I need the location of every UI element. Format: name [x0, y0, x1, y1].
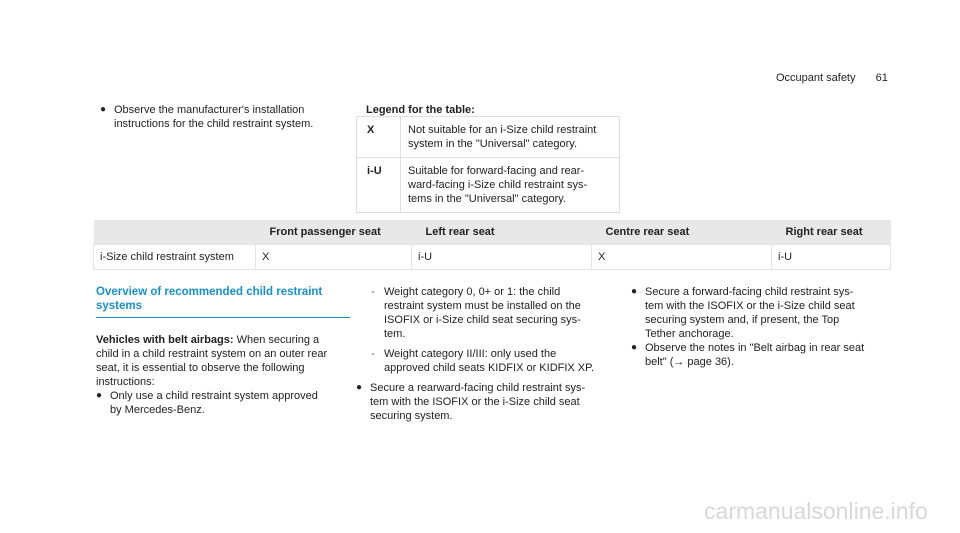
- table-row: [94, 245, 891, 270]
- table-cell: X: [592, 245, 772, 270]
- running-header: [776, 71, 888, 85]
- legend-description: Suitable for forward-facing and rear- ward-facing i-Size child restraint sys- tems in the "Universal" category.: [401, 158, 620, 213]
- list-item: ● Only use a child restraint system approved by Mercedes-Benz.: [96, 390, 318, 416]
- dash-icon: -: [371, 286, 375, 298]
- list-item: - Weight category 0, 0+ or 1: the child restraint system must be installed on the ISOFIX or i-Size child seat securing sys- tem.: [371, 286, 581, 340]
- bullet-icon: ●: [100, 104, 107, 115]
- list-item: ● Secure a rearward-facing child restraint sys- tem with the ISOFIX or the i-Size child seat securing system.: [356, 382, 586, 422]
- section-heading: Overview of recommended child restraint systems: [96, 286, 323, 312]
- table-header: Left rear seat: [412, 220, 592, 245]
- bullet-icon: ●: [631, 342, 638, 353]
- table-cell: i-Size child restraint system: [94, 245, 256, 270]
- table-cell: i-U: [772, 245, 891, 270]
- overview-section: [96, 285, 350, 417]
- bullet-icon: ●: [631, 286, 638, 297]
- legend-row-x: [357, 117, 620, 158]
- heading-rule: [96, 317, 350, 318]
- intro-line-1: Observe the manufacturer's installation: [114, 104, 305, 116]
- table-header: Front passenger seat: [256, 220, 412, 245]
- table-header: Centre rear seat: [592, 220, 772, 245]
- page-number: 61: [875, 72, 888, 84]
- legend-title: Legend for the table:: [366, 104, 475, 116]
- list-item: - Weight category II/III: only used the approved child seats KIDFIX or KIDFIX XP.: [371, 348, 595, 374]
- dash-icon: -: [371, 348, 375, 360]
- table-header: Right rear seat: [772, 220, 891, 245]
- list-item: ● Secure a forward-facing child restraint sys- tem with the ISOFIX or the i-Size child seat securing system and, if present, the Top Tether anchorage.: [631, 286, 855, 340]
- legend-key: i-U: [357, 158, 401, 213]
- table-header: [94, 220, 256, 245]
- bullet-icon: ●: [96, 390, 103, 401]
- table-header-row: [94, 220, 891, 245]
- legend-row-iu: [357, 158, 620, 213]
- bullet-icon: ●: [356, 382, 363, 393]
- legend-key: X: [357, 117, 401, 158]
- list-item: ● Observe the notes in "Belt airbag in rear seat belt" (→ page 36).: [631, 342, 865, 368]
- intro-line-2: instructions for the child restraint system.: [114, 118, 314, 130]
- intro-bullet: [100, 103, 354, 131]
- watermark: carmanualsonline.info: [704, 498, 928, 524]
- seat-suitability-table: [93, 220, 891, 270]
- column-3: [631, 285, 893, 369]
- column-2: [356, 285, 620, 423]
- section-title: Occupant safety: [776, 72, 856, 84]
- table-cell: X: [256, 245, 412, 270]
- legend-description: Not suitable for an i-Size child restraint system in the "Universal" category.: [401, 117, 620, 158]
- lead-paragraph: Vehicles with belt airbags: When securing a child in a child restraint system on an outer rear seat, it is essential to observe the following instructions:: [96, 334, 328, 388]
- table-cell: i-U: [412, 245, 592, 270]
- legend-table: [356, 116, 620, 213]
